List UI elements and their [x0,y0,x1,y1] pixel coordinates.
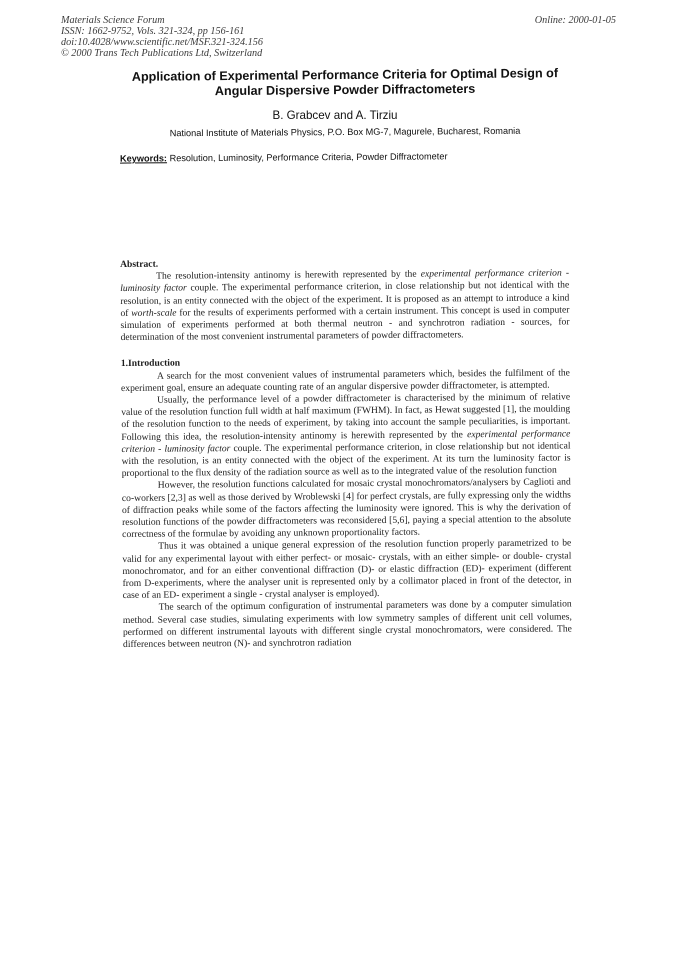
intro-paragraph-3: However, the resolution functions calculated for mosaic crystal monochromators/analysers by Caglioti and co-workers [2,3] as well as those derived by Wroblewski [4] for perfect crystals, are fully expressing only the widths of diffraction peaks while some of the factors affecting the luminosity were ignored. This is why the derivation of resolution functions of the powder diffractometers was reconsidered [5,6], paying a special attention to the absolute correctness of the formulae by avoiding any unknown proportionality factors. [121,476,572,541]
intro-paragraph-5: The search of the optimum configuration of instrumental parameters was done by a computer simulation method. Several case studies, simulating experiments with low symmetry samples of different unit cell volumes, performed on different instrumental layouts with different single crystal monochromators, were considered. The differences between neutron (N)- and synchrotron radiation [122,598,572,651]
abstract-heading: Abstract. [120,258,159,270]
intro-p2-text-a: Usually, the performance level of a powder diffractometer is characterised by the minimum of relative value of the resolution function full width at half maximum (FWHM). In fact, as Hewat suggested [1], the moulding of the resolution function to the needs of experiment, by taking into account the sample peculiarities, is important. Following this idea, the resolution-intensity antinomy is herewith represented by the [121,391,571,443]
intro-paragraph-2 [121,392,571,481]
intro-p2-text-b: couple. The experimental performance criterion, in close relationship but not identical with the resolution, is an entity connected with the object of the experiment. At its turn the luminosity factor is proportional to the flux density of the radiation source as well as to the integrated value of the resolution function [121,440,571,480]
journal-header [61,15,381,59]
paper-body [120,255,572,651]
affiliation: National Institute of Materials Physics, P.O. Box MG-7, Magurele, Bucharest, Romania [169,125,521,139]
issn-line: ISSN: 1662-9752, Vols. 321-324, pp 156-161 [61,26,245,37]
keywords-label: Keywords: [119,153,168,164]
intro-p2-emphasis: experimental performance criterion - luminosity factor [121,428,571,455]
abstract-paragraph [120,268,570,345]
intro-paragraph-1: A search for the most convenient values of instrumental parameters which, besides the fulfilment of the experiment goal, ensure an adequate counting rate of an angular dispersive powder diffractometer, is attempted. [120,367,570,394]
title-line-1: Application of Experimental Performance Criteria for Optimal Design of [131,66,559,84]
doi-line: doi:10.4028/www.scientific.net/MSF.321-324.156 [61,37,263,48]
keywords-text: Resolution, Luminosity, Performance Criteria, Powder Diffractometer [169,151,448,164]
authors: B. Grabcev and A. Tirziu [272,109,398,122]
paper-title [110,66,580,100]
online-date: Online: 2000-01-05 [534,15,616,26]
abstract-emphasis-1: experimental performance criterion - luminosity factor [120,267,570,295]
abstract-emphasis-2: worth-scale [131,307,177,319]
copyright-line: © 2000 Trans Tech Publications Ltd, Switzerland [61,48,263,59]
abstract-text-c: for the results of experiments performed with a certain instrument. This concept is used in computer simulation of experiments performed at both thermal neutron - and synchrotron radiation - sources, for determination of the most convenient instrumental parameters of powder diffractometers. [120,304,570,344]
abstract-text-b: couple. The experimental performance criterion, in close relationship but not identical with the resolution, is an entity connected with the object of the experiment. It is proposed as an attempt to introduce a kind of [120,279,570,319]
keywords [120,149,580,164]
title-line-2: Angular Dispersive Powder Diffractometers [214,81,476,99]
intro-paragraph-4: Thus it was obtained a unique general expression of the resolution function properly parametrized to be valid for any experimental layout with either perfect- or mosaic- crystals, with an either simple- or double- crystal monochromator, and for an either conventional diffraction (D)- or elastic diffraction (ED)- experiment (different from D-experiments, where the analyser unit is represented only by a collimator placed in front of the detector, in case of an ED- experiment a single - crystal analyser is employed). [122,537,572,602]
introduction-heading: 1.Introduction [120,357,181,370]
journal-name: Materials Science Forum [61,15,165,26]
abstract-text-a: The resolution-intensity antinomy is herewith represented by the [156,268,421,282]
